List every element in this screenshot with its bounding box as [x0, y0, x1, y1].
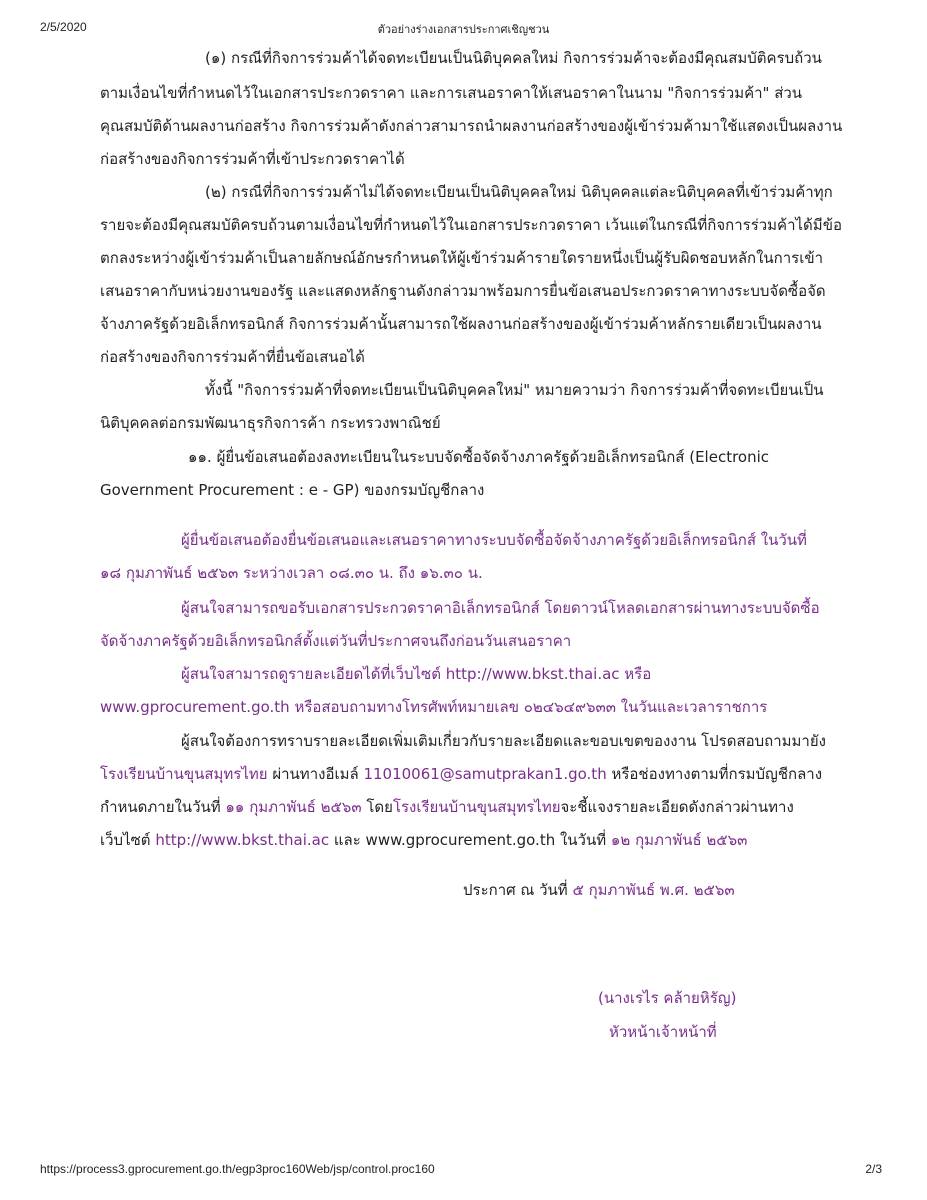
inquiry-line	[100, 830, 747, 850]
paragraph-line: Government Procurement : e - GP) ของกรมบัญชีกลาง	[100, 481, 485, 499]
inquiry-line	[100, 764, 822, 784]
inquiry-line: ผู้สนใจต้องการทราบรายละเอียดเพิ่มเติมเกี่ยวกับรายละเอียดและขอบเขตของงาน โปรดสอบถามมายัง	[181, 732, 826, 750]
deadline-date: ๑๑ กุมภาพันธ์ ๒๕๖๓	[225, 798, 362, 816]
print-date: 2/5/2020	[40, 20, 87, 34]
inquiry-text: เว็บไซต์	[100, 831, 156, 849]
announcement-text: ประกาศ ณ วันที่	[463, 881, 573, 899]
school-name: โรงเรียนบ้านขุนสมุทรไทย	[100, 765, 268, 783]
paragraph-line: ตกลงระหว่างผู้เข้าร่วมค้าเป็นลายลักษณ์อักษรกำหนดให้ผู้เข้าร่วมค้ารายใดรายหนึ่งเป็นผู้รับผิดชอบหลักในการเข้า	[100, 249, 824, 267]
document-title: ตัวอย่างร่างเอกสารประกาศเชิญชวน	[377, 23, 550, 36]
announcement-date-line	[463, 880, 735, 900]
inquiry-text: และ www.gprocurement.go.th ในวันที่	[329, 831, 611, 849]
school-website-link[interactable]: http://www.bkst.thai.ac	[445, 665, 620, 683]
inquiry-text: กำหนดภายในวันที่	[100, 798, 226, 816]
paragraph-line: จ้างภาครัฐด้วยอิเล็กทรอนิกส์ กิจการร่วมค้านั้นสามารถใช้ผลงานก่อสร้างของผู้เข้าร่วมค้าหลักรายเดียวเป็นผลงาน	[100, 315, 822, 333]
inquiry-line	[100, 797, 794, 817]
paragraph-line: คุณสมบัติด้านผลงานก่อสร้าง กิจการร่วมค้าดังกล่าวสามารถนำผลงานก่อสร้างของผู้เข้าร่วมค้ามาใช้แสดงเป็นผลงาน	[100, 117, 843, 135]
paragraph-line: (๑) กรณีที่กิจการร่วมค้าได้จดทะเบียนเป็นนิติบุคคลใหม่ กิจการร่วมค้าจะต้องมีคุณสมบัติครบถ้วน	[205, 49, 822, 67]
paragraph-line: ก่อสร้างของกิจการร่วมค้าที่เข้าประกวดราคาได้	[100, 150, 405, 168]
paragraph-line: นิติบุคคลต่อกรมพัฒนาธุรกิจการค้า กระทรวงพาณิชย์	[100, 414, 441, 432]
website-info-line	[181, 664, 651, 684]
document-download-line: ผู้สนใจสามารถขอรับเอกสารประกวดราคาอิเล็กทรอนิกส์ โดยดาวน์โหลดเอกสารผ่านทางระบบจัดซื้อ	[181, 599, 820, 617]
school-name: โรงเรียนบ้านขุนสมุทรไทย	[392, 798, 561, 816]
signer-position: หัวหน้าเจ้าหน้าที่	[609, 1023, 717, 1041]
school-website-link[interactable]: http://www.bkst.thai.ac	[155, 831, 330, 849]
paragraph-line: ตามเงื่อนไขที่กำหนดไว้ในเอกสารประกวดราคา และการเสนอราคาให้เสนอราคาในนาม "กิจการร่วมค้า" ส่วน	[100, 84, 803, 102]
inquiry-text: หรือช่องทางตามที่กรมบัญชีกลาง	[606, 765, 823, 783]
phone-info-text: หรือสอบถามทางโทรศัพท์หมายเลข ๐๒๔๖๔๙๖๓๓ ในวันและเวลาราชการ	[289, 698, 768, 716]
email-link[interactable]: 11010061@samutprakan1.go.th	[363, 765, 607, 783]
paragraph-line: (๒) กรณีที่กิจการร่วมค้าไม่ได้จดทะเบียนเป็นนิติบุคคลใหม่ นิติบุคคลแต่ละนิติบุคคลที่เข้าร่วมค้าทุก	[205, 183, 833, 201]
website-info-text: ผู้สนใจสามารถดูรายละเอียดได้ที่เว็บไซต์	[181, 665, 446, 683]
announcement-date: ๕ กุมภาพันธ์ พ.ศ. ๒๕๖๓	[572, 881, 735, 899]
page-number: 2/3	[865, 1162, 882, 1176]
footer-url: https://process3.gprocurement.go.th/egp3proc160Web/jsp/control.proc160	[40, 1162, 435, 1176]
signer-name: (นางเรไร คล้ายหิรัญ)	[598, 989, 737, 1007]
paragraph-line: ก่อสร้างของกิจการร่วมค้าที่ยื่นข้อเสนอได้	[100, 348, 365, 366]
paragraph-line: เสนอราคากับหน่วยงานของรัฐ และแสดงหลักฐานดังกล่าวมาพร้อมการยื่นข้อเสนอประกวดราคาทางระบบจัดซื้อจัด	[100, 282, 826, 300]
website-info-line	[100, 697, 767, 717]
paragraph-line: ทั้งนี้ "กิจการร่วมค้าที่จดทะเบียนเป็นนิติบุคคลใหม่" หมายความว่า กิจการร่วมค้าที่จดทะเบียนเป็น	[205, 381, 824, 399]
inquiry-text: โดย	[361, 798, 393, 816]
gprocurement-link[interactable]: www.gprocurement.go.th	[100, 698, 290, 716]
clarification-date: ๑๒ กุมภาพันธ์ ๒๕๖๓	[610, 831, 748, 849]
paragraph-line: ๑๑. ผู้ยื่นข้อเสนอต้องลงทะเบียนในระบบจัดซื้อจัดจ้างภาครัฐด้วยอิเล็กทรอนิกส์ (Electronic	[188, 448, 770, 466]
paragraph-line: รายจะต้องมีคุณสมบัติครบถ้วนตามเงื่อนไขที่กำหนดไว้ในเอกสารประกวดราคา เว้นแต่ในกรณีที่กิจการร่วมค้าได้มีข้อ	[100, 216, 842, 234]
website-info-text: หรือ	[619, 665, 652, 683]
inquiry-text: จะชี้แจงรายละเอียดดังกล่าวผ่านทาง	[560, 798, 794, 816]
submission-date-line: ผู้ยื่นข้อเสนอต้องยื่นข้อเสนอและเสนอราคาทางระบบจัดซื้อจัดจ้างภาครัฐด้วยอิเล็กทรอนิกส์ ในวันที่	[181, 531, 807, 549]
document-download-line: จัดจ้างภาครัฐด้วยอิเล็กทรอนิกส์ตั้งแต่วันที่ประกาศจนถึงก่อนวันเสนอราคา	[100, 632, 572, 650]
inquiry-text: ผ่านทางอีเมล์	[267, 765, 364, 783]
submission-date-line: ๑๘ กุมภาพันธ์ ๒๕๖๓ ระหว่างเวลา ๐๘.๓๐ น. ถึง ๑๖.๓๐ น.	[100, 564, 483, 582]
